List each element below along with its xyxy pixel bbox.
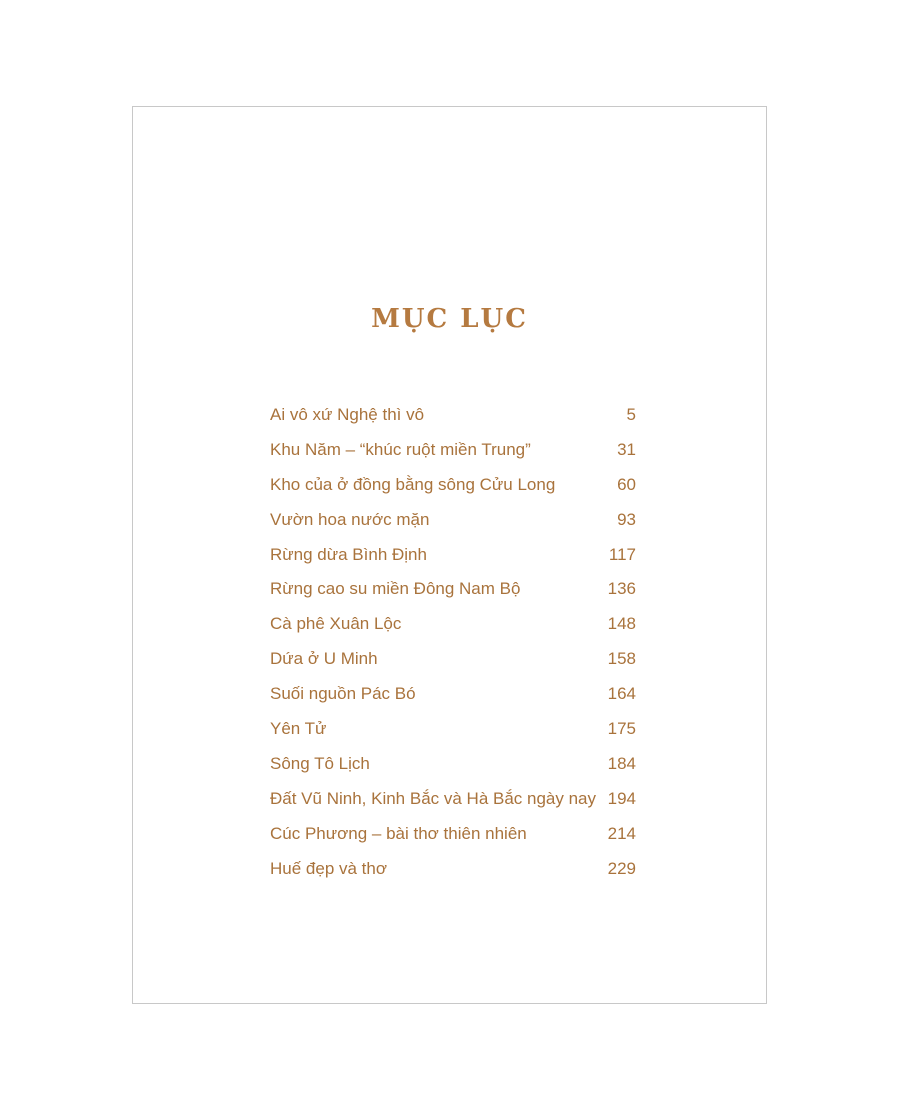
- toc-entry-page-number: 229: [607, 858, 636, 878]
- toc-entry-title: Sông Tô Lịch: [270, 753, 370, 773]
- toc-entry-page-number: 5: [626, 405, 636, 424]
- toc-entry-page-number: 117: [608, 544, 636, 564]
- toc-entry-title: Kho của ở đồng bằng sông Cửu Long: [270, 474, 556, 494]
- toc-entry: [270, 820, 636, 855]
- toc-entry: [270, 645, 636, 680]
- toc-entry: [270, 855, 636, 890]
- toc-entry: [270, 610, 636, 645]
- toc-entry-page-number: 93: [617, 509, 636, 529]
- toc-entry-title: Suối nguồn Pác Bó: [270, 684, 416, 704]
- toc-entry-title: Rừng dừa Bình Định: [270, 544, 427, 564]
- toc-entry-page-number: 164: [607, 684, 636, 704]
- toc-entry-page-number: 60: [617, 474, 636, 494]
- toc-entry-page-number: 194: [607, 788, 636, 808]
- toc-entry: [270, 541, 636, 576]
- toc-entry-title: Cúc Phương – bài thơ thiên nhiên: [270, 823, 527, 843]
- book-page: [132, 106, 767, 1004]
- toc-entry-page-number: 136: [607, 579, 636, 599]
- toc-entry-title: Ai vô xứ Nghệ thì vô: [270, 405, 425, 424]
- toc-entry-title: Rừng cao su miền Đông Nam Bộ: [270, 579, 521, 599]
- toc-entry-page-number: 31: [617, 439, 636, 459]
- page-title: MỤC LỤC: [371, 304, 528, 334]
- toc-entry: [270, 436, 636, 471]
- toc-entry: [270, 680, 636, 715]
- toc-entry: [270, 401, 636, 436]
- toc-entry-page-number: 175: [607, 719, 636, 739]
- toc-entry: [270, 750, 636, 785]
- toc-entry: [270, 715, 636, 750]
- toc-entry-page-number: 148: [607, 614, 636, 634]
- toc-entry: [270, 471, 636, 506]
- toc-entry-title: Huế đẹp và thơ: [270, 858, 387, 878]
- toc-entry-title: Dứa ở U Minh: [270, 649, 378, 669]
- toc-entry-title: Khu Năm – “khúc ruột miền Trung”: [270, 439, 531, 459]
- toc-entry-page-number: 214: [607, 823, 636, 843]
- toc-entry: [270, 506, 636, 541]
- toc-entry-title: Cà phê Xuân Lộc: [270, 614, 402, 634]
- toc-entry-title: Đất Vũ Ninh, Kinh Bắc và Hà Bắc ngày nay: [270, 788, 597, 808]
- toc-entry-title: Vườn hoa nước mặn: [270, 509, 430, 529]
- toc-entry: [270, 575, 636, 610]
- table-of-contents: [270, 401, 636, 889]
- toc-entry-page-number: 184: [607, 753, 636, 773]
- toc-entry-title: Yên Tử: [270, 719, 327, 739]
- toc-entry-page-number: 158: [607, 649, 636, 669]
- toc-entry: [270, 785, 636, 820]
